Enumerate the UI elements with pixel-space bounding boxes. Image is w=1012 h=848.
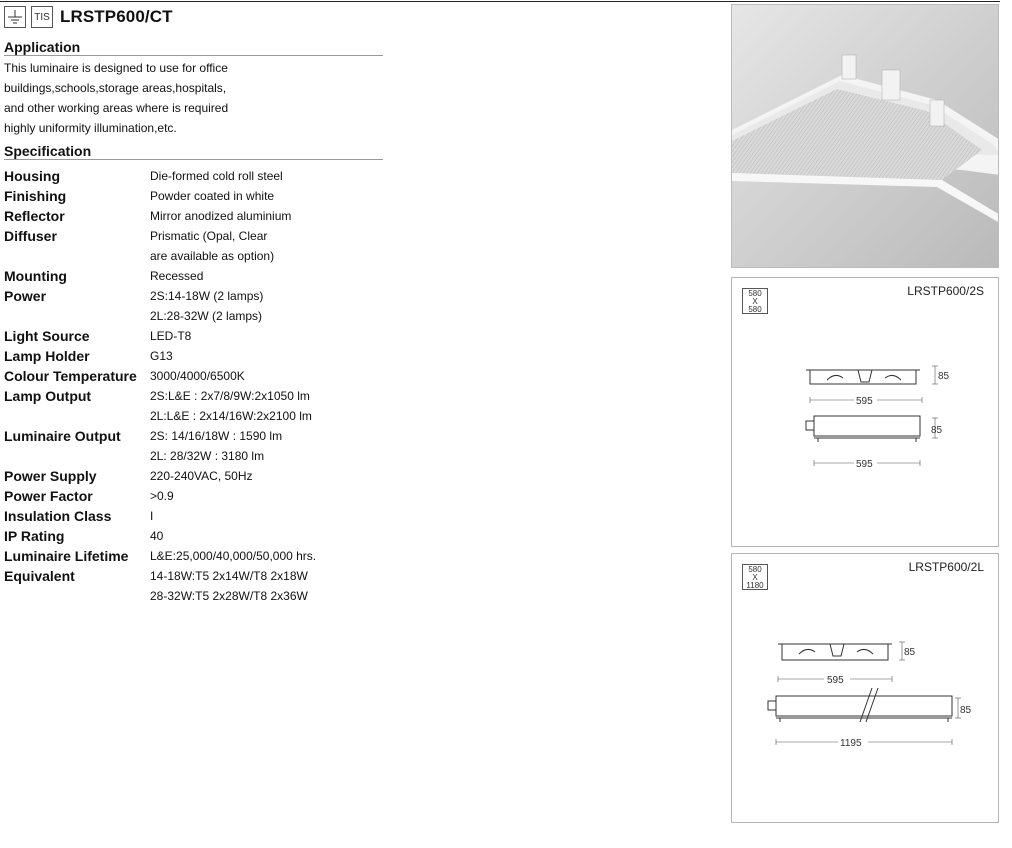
size-x: X [752,573,758,582]
spec-row [4,166,404,186]
application-line: and other working areas where is required [4,101,229,115]
spec-row [4,546,404,566]
drawing-panel-2s [731,277,999,547]
header [4,6,173,28]
application-heading: Application [4,39,383,56]
spec-value [150,386,404,426]
spec-value [150,526,404,546]
spec-row [4,326,404,346]
spec-value [150,166,404,186]
spec-label: Power [4,288,47,304]
application-line: buildings,schools,storage areas,hospitals, [4,81,227,95]
ground-symbol-icon [4,6,26,28]
spec-value-line: 2S: 14/16/18W : 1590 lm [150,429,283,443]
spec-value [150,566,404,606]
size-top: 580 [748,289,762,298]
spec-label: Equivalent [4,568,75,584]
spec-row [4,426,404,466]
spec-row [4,186,404,206]
spec-row [4,286,404,326]
height-dim-2: 85 [960,705,972,716]
specification-table [4,166,404,606]
height-dim-1: 85 [904,647,916,658]
panel-model-label: LRSTP600/2L [908,560,984,574]
spec-label: Housing [4,168,60,184]
spec-label: Lamp Holder [4,348,90,364]
spec-label: Power Supply [4,468,97,484]
cross-section-view [806,370,920,384]
length-dim: 1195 [840,738,862,749]
application-line: This luminaire is designed to use for office [4,61,228,75]
drawing-panel-2l [731,553,999,823]
spec-value-line: 2L:28-32W (2 lamps) [150,309,263,323]
spec-row [4,386,404,426]
spec-label: Reflector [4,208,65,224]
product-photo [731,4,999,268]
spec-value [150,426,404,466]
spec-value [150,466,404,486]
side-view [806,416,920,442]
spec-value-line: 2L:L&E : 2x14/16W:2x2100 lm [150,409,312,423]
spec-row [4,346,404,366]
spec-value [150,366,404,386]
size-x: X [752,297,758,306]
spec-value [150,186,404,206]
spec-value-line: 28-32W:T5 2x28W/T8 2x36W [150,589,308,603]
width-dim-1: 595 [827,675,844,686]
spec-row [4,466,404,486]
spec-value [150,506,404,526]
top-rule [0,1,1000,2]
spec-value-line: G13 [150,349,173,363]
spec-value-line: 2S:14-18W (2 lamps) [150,289,264,303]
size-top: 580 [748,565,762,574]
spec-value-line: LED-T8 [150,329,192,343]
side-view [768,688,952,722]
spec-label: Luminaire Output [4,428,121,444]
spec-value-line: Recessed [150,269,204,283]
spec-row [4,366,404,386]
size-bottom: 1180 [746,581,764,590]
product-title: LRSTP600/CT [60,7,173,26]
spec-row [4,566,404,606]
spec-value-line: 2L: 28/32W : 3180 lm [150,449,265,463]
spec-row [4,526,404,546]
spec-label: Lamp Output [4,388,92,404]
spec-value-line: Powder coated in white [150,189,275,203]
spec-label: Colour Temperature [4,368,137,384]
spec-value-line: Prismatic (Opal, Clear [150,229,268,243]
spec-value-line: >0.9 [150,489,174,503]
spec-label: Insulation Class [4,508,112,524]
size-bottom: 580 [748,305,762,314]
spec-value-line: are available as option) [150,249,275,263]
spec-label: Diffuser [4,228,57,244]
spec-label: Light Source [4,328,90,344]
spec-value-line: L&E:25,000/40,000/50,000 hrs. [150,549,317,563]
spec-value [150,546,404,566]
height-dim-1: 85 [938,371,950,382]
spec-value-line: Mirror anodized aluminium [150,209,292,223]
spec-label: IP Rating [4,528,65,544]
spec-label: Luminaire Lifetime [4,548,129,564]
technical-drawing [732,278,1000,548]
length-dim: 595 [856,459,873,470]
spec-row [4,486,404,506]
panel-model-label: LRSTP600/2S [907,284,984,298]
spec-value-line: 40 [150,529,164,543]
spec-label: Mounting [4,268,67,284]
spec-value-line: I [150,509,154,523]
spec-value [150,326,404,346]
spec-value [150,286,404,326]
spec-value-line: 220-240VAC, 50Hz [150,469,253,483]
specification-heading: Specification [4,143,383,160]
spec-value [150,226,404,266]
spec-value-line: 2S:L&E : 2x7/8/9W:2x1050 lm [150,389,310,403]
spec-label: Power Factor [4,488,93,504]
spec-value [150,206,404,226]
cross-section-view [778,644,892,660]
spec-row [4,506,404,526]
application-text [4,58,304,138]
spec-value-line: Die-formed cold roll steel [150,169,283,183]
spec-row [4,226,404,266]
spec-row [4,266,404,286]
spec-value [150,346,404,366]
spec-value-line: 3000/4000/6500K [150,369,245,383]
tis-mark-icon: TIS [31,6,53,28]
technical-drawing [732,554,1000,824]
spec-row [4,206,404,226]
height-dim-2: 85 [931,425,943,436]
spec-value-line: 14-18W:T5 2x14W/T8 2x18W [150,569,308,583]
width-dim-1: 595 [856,396,873,407]
spec-label: Finishing [4,188,67,204]
spec-value [150,486,404,506]
application-line: highly uniformity illumination,etc. [4,121,177,135]
spec-value [150,266,404,286]
